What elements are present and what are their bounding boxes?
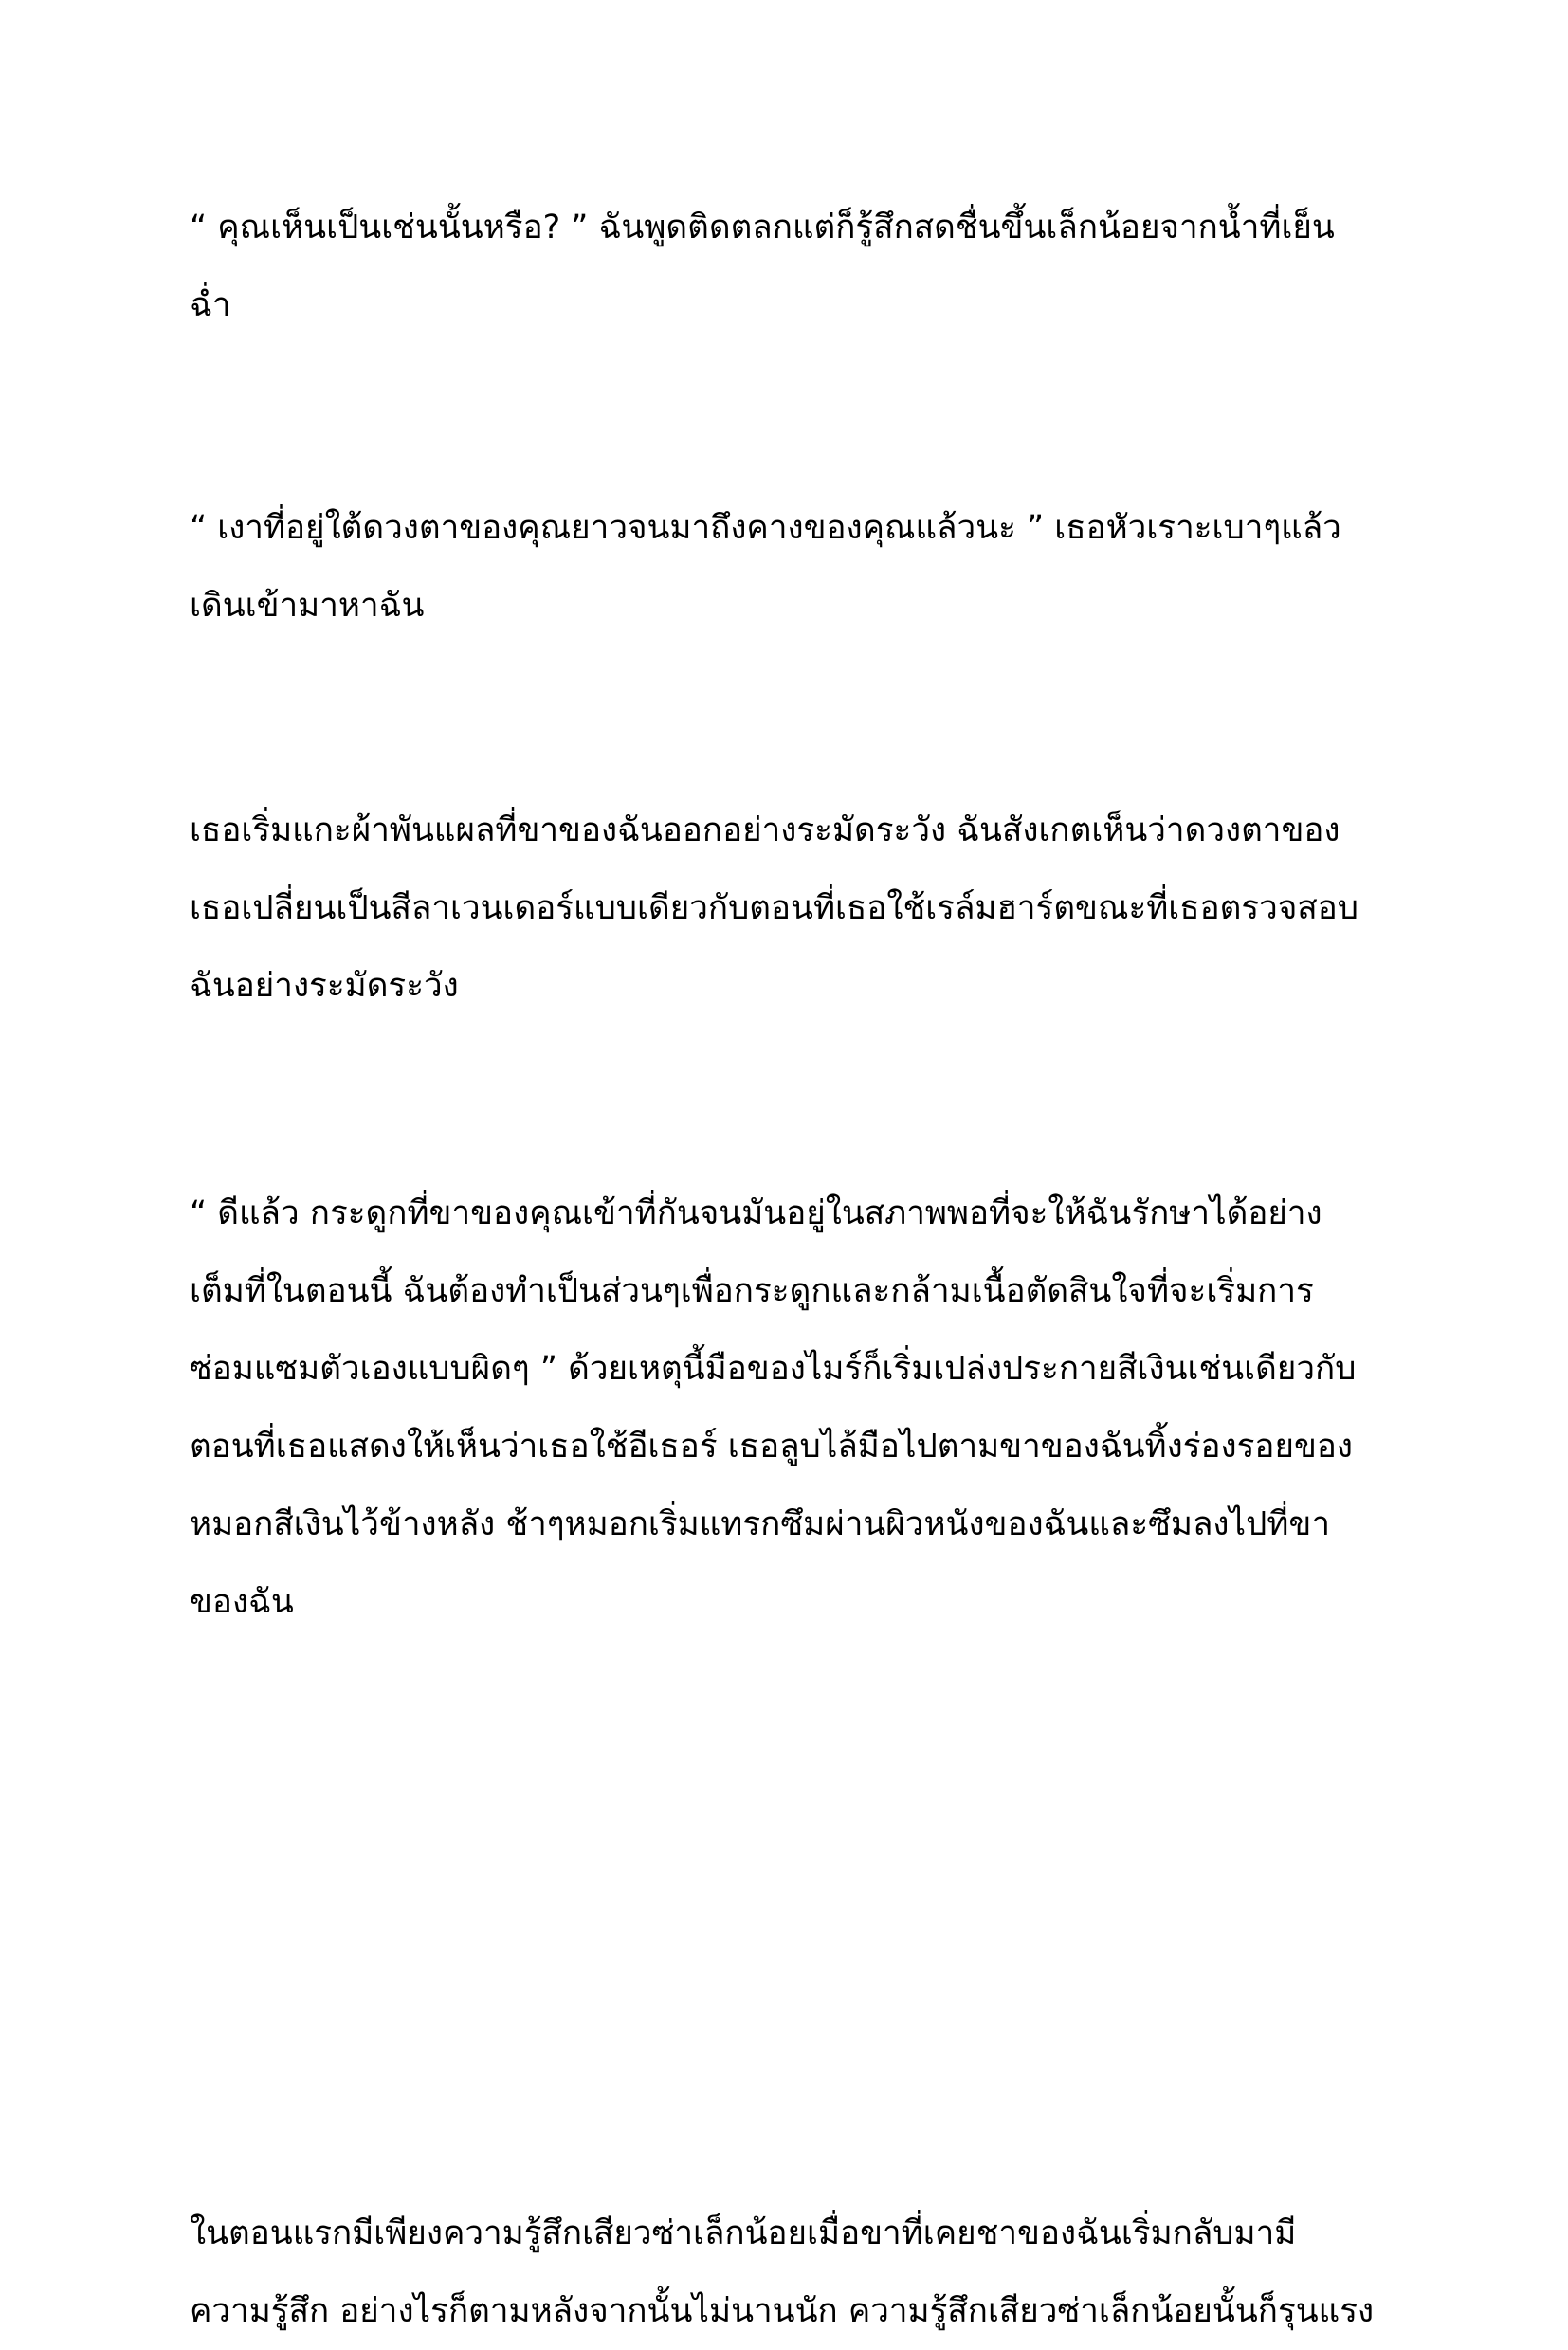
text-line: ซ่อมแซมตัวเองแบบผิดๆ ” ด้วยเหตุนี้มือของไมร์ก็เริ่มเปล่งประกายสีเงินเช่นเดียวกับ — [190, 1350, 1357, 1388]
text-line: ฉ่ำ — [190, 286, 231, 324]
paragraph — [190, 2195, 1384, 2350]
text-line: “ คุณเห็นเป็นเช่นนั้นหรือ? ” ฉันพูดติดตลกแต่ก็รู้สึกสดชื่นขึ้นเล็กน้อยจากน้ำที่เย็น — [190, 209, 1335, 246]
text-line: เธอเริ่มแกะผ้าพันแผลที่ขาของฉันออกอย่างระมัดระวัง ฉันสังเกตเห็นว่าดวงตาของ — [190, 811, 1340, 849]
paragraph — [190, 189, 1384, 344]
text-line: ความรู้สึก อย่างไรก็ตามหลังจากนั้นไม่นานนัก ความรู้สึกเสียวซ่าเล็กน้อยนั้นก็รุนแรง — [190, 2292, 1375, 2330]
text-line: ในตอนแรกมีเพียงความรู้สึกเสียวซ่าเล็กน้อยเมื่อขาที่เคยชาของฉันเริ่มกลับมามี — [190, 2214, 1297, 2252]
paragraph — [190, 792, 1384, 1025]
text-line: หมอกสีเงินไว้ข้างหลัง ช้าๆหมอกเริ่มแทรกซึมผ่านผิวหนังของฉันและซึมลงไปที่ขา — [190, 1505, 1330, 1543]
text-line: “ เงาที่อยู่ใต้ดวงตาของคุณยาวจนมาถึงคางของคุณแล้วนะ ” เธอหัวเราะเบาๆแล้ว — [190, 509, 1341, 547]
text-line: “ ดีแล้ว กระดูกที่ขาของคุณเข้าที่กันจนมันอยู่ในสภาพพอที่จะให้ฉันรักษาได้อย่าง — [190, 1194, 1322, 1232]
paragraph — [190, 489, 1384, 645]
text-line: ฉันอย่างระมัดระวัง — [190, 967, 459, 1005]
text-line: เต็มที่ในตอนนี้ ฉันต้องทำเป็นส่วนๆเพื่อกระดูกและกล้ามเนื้อตัดสินใจที่จะเริ่มการ — [190, 1272, 1314, 1310]
text-line: เดินเข้ามาหาฉัน — [190, 587, 425, 625]
text-line: ของฉัน — [190, 1583, 294, 1621]
text-line: ตอนที่เธอแสดงให้เห็นว่าเธอใช้อีเธอร์ เธอลูบไล้มือไปตามขาของฉันทิ้งร่องรอยของ — [190, 1428, 1353, 1466]
paragraph — [190, 1175, 1384, 1641]
text-line: เธอเปลี่ยนเป็นสีลาเวนเดอร์แบบเดียวกับตอนที่เธอใช้เรล์มฮาร์ตขณะที่เธอตรวจสอบ — [190, 889, 1358, 927]
